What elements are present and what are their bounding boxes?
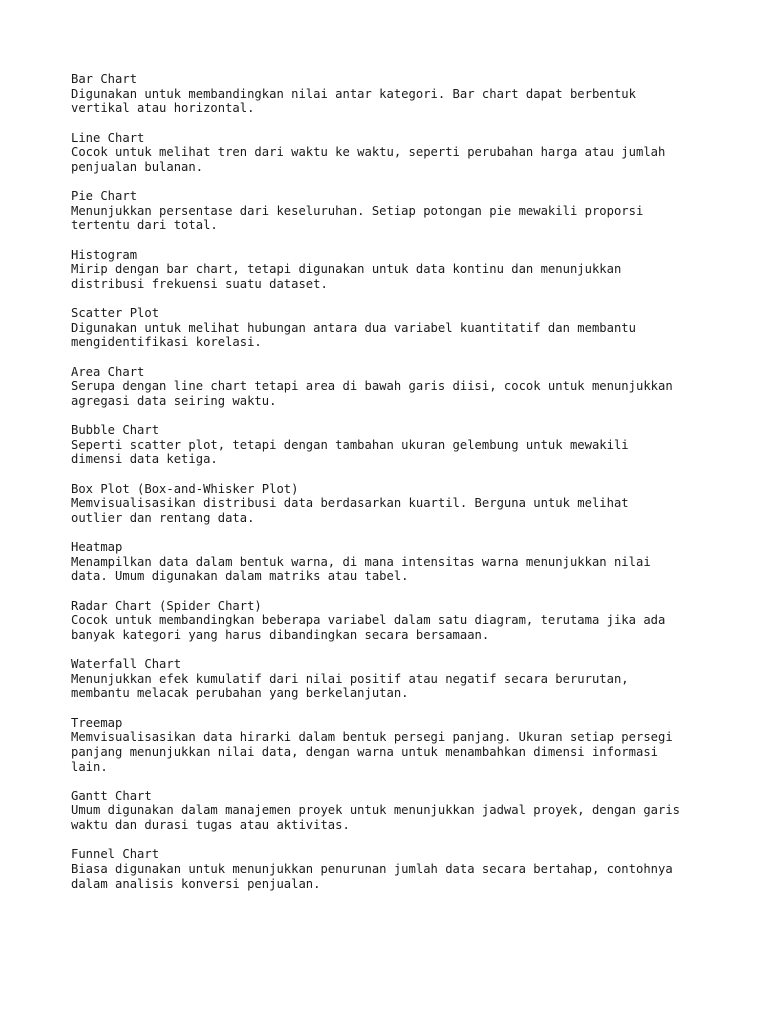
section-heading: Gantt Chart: [71, 788, 152, 803]
section-text-line: Cocok untuk melihat tren dari waktu ke waktu, seperti perubahan harga atau jumlah: [71, 145, 666, 160]
section-heatmap: [71, 540, 731, 584]
section-heading: Radar Chart (Spider Chart): [71, 598, 262, 613]
section-text-line: penjualan bulanan.: [71, 159, 204, 174]
section-heading: Line Chart: [71, 130, 145, 145]
section-text-line: Cocok untuk membandingkan beberapa variabel dalam satu diagram, terutama jika ada: [71, 613, 666, 628]
section-text-line: lain.: [71, 759, 108, 774]
section-text-line: waktu dan durasi tugas atau aktivitas.: [71, 818, 350, 833]
section-bubble-chart: [71, 423, 731, 467]
section-text-line: Mirip dengan bar chart, tetapi digunakan untuk data kontinu dan menunjukkan: [71, 262, 622, 277]
section-text-line: Memvisualisasikan distribusi data berdasarkan kuartil. Berguna untuk melihat: [71, 496, 629, 511]
section-scatter-plot: [71, 306, 731, 350]
section-heading: Waterfall Chart: [71, 657, 182, 671]
section-line-chart: [71, 131, 731, 175]
section-text-line: Seperti scatter plot, tetapi dengan tambahan ukuran gelembung untuk mewakili: [71, 437, 629, 452]
section-heading: Box Plot (Box-and-Whisker Plot): [71, 481, 299, 496]
section-text-line: Memvisualisasikan data hirarki dalam bentuk persegi panjang. Ukuran setiap persegi: [71, 730, 673, 745]
section-heading: Bar Chart: [71, 72, 138, 86]
section-text-line: membantu melacak perubahan yang berkelanjutan.: [71, 686, 409, 701]
document-page: [71, 72, 731, 906]
section-text-line: data. Umum digunakan dalam matriks atau tabel.: [71, 569, 409, 584]
section-heading: Bubble Chart: [71, 423, 160, 437]
section-pie-chart: [71, 189, 731, 233]
section-heading: Histogram: [71, 247, 138, 262]
section-text-line: Menunjukkan efek kumulatif dari nilai positif atau negatif secara berurutan,: [71, 671, 629, 686]
section-text-line: Digunakan untuk melihat hubungan antara dua variabel kuantitatif dan membantu: [71, 320, 636, 335]
section-gantt-chart: [71, 789, 731, 833]
section-text-line: banyak kategori yang harus dibandingkan secara bersamaan.: [71, 627, 490, 642]
section-heading: Area Chart: [71, 364, 145, 379]
section-text-line: dimensi data ketiga.: [71, 452, 218, 467]
section-radar-chart: [71, 599, 731, 643]
section-heading: Heatmap: [71, 540, 123, 554]
section-text-line: distribusi frekuensi suatu dataset.: [71, 276, 328, 291]
section-text-line: outlier dan rentang data.: [71, 510, 255, 525]
section-heading: Pie Chart: [71, 189, 138, 203]
section-waterfall-chart: [71, 657, 731, 701]
section-text-line: dalam analisis konversi penjualan.: [71, 876, 321, 891]
section-text-line: panjang menunjukkan nilai data, dengan warna untuk menambahkan dimensi informasi: [71, 744, 658, 759]
section-text-line: vertikal atau horizontal.: [71, 101, 255, 116]
section-text-line: mengidentifikasi korelasi.: [71, 335, 262, 350]
section-histogram: [71, 248, 731, 292]
section-treemap: [71, 716, 731, 775]
section-text-line: Menunjukkan persentase dari keseluruhan. Setiap potongan pie mewakili proporsi: [71, 203, 644, 218]
section-heading: Treemap: [71, 715, 123, 730]
section-text-line: Digunakan untuk membandingkan nilai antar kategori. Bar chart dapat berbentuk: [71, 86, 636, 101]
section-box-plot: [71, 482, 731, 526]
section-bar-chart: [71, 72, 731, 116]
section-text-line: Umum digunakan dalam manajemen proyek untuk menunjukkan jadwal proyek, dengan garis: [71, 803, 681, 818]
section-heading: Scatter Plot: [71, 306, 160, 320]
section-text-line: Menampilkan data dalam bentuk warna, di mana intensitas warna menunjukkan nilai: [71, 554, 651, 569]
section-heading: Funnel Chart: [71, 847, 160, 862]
section-text-line: agregasi data seiring waktu.: [71, 393, 277, 408]
section-area-chart: [71, 365, 731, 409]
section-funnel-chart: [71, 847, 731, 891]
section-text-line: Serupa dengan line chart tetapi area di bawah garis diisi, cocok untuk menunjukkan: [71, 379, 673, 394]
section-text-line: Biasa digunakan untuk menunjukkan penurunan jumlah data secara bertahap, contohnya: [71, 861, 673, 876]
section-text-line: tertentu dari total.: [71, 218, 218, 233]
